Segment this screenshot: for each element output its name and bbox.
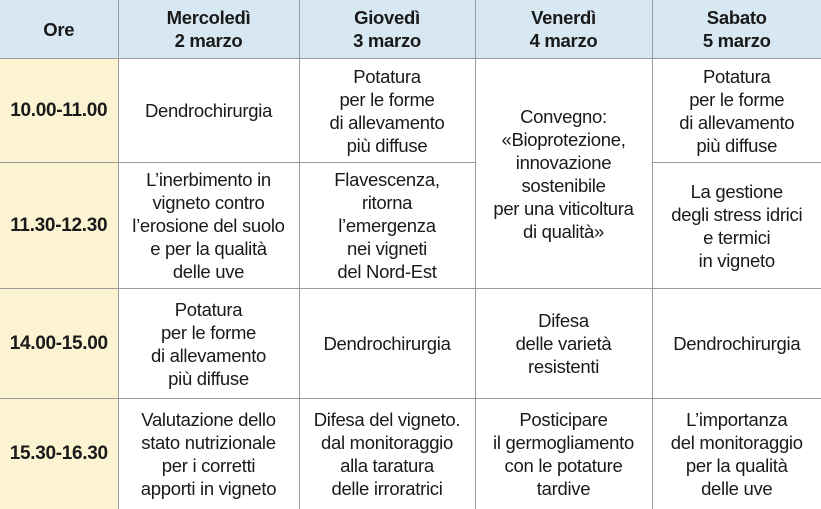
session-thursday: Dendrochirurgia [299, 289, 475, 399]
day-header-friday [475, 0, 652, 59]
time-slot: 11.30-12.30 [0, 163, 118, 289]
header-row [0, 0, 821, 59]
session-friday: Posticipare il germogliamento con le potature tardive [475, 399, 652, 509]
session-saturday: Dendrochirurgia [652, 289, 821, 399]
day-date: 2 marzo [174, 30, 243, 51]
time-slot: 10.00-11.00 [0, 59, 118, 163]
day-name: Giovedì [354, 7, 420, 28]
schedule-row [0, 399, 821, 509]
schedule-row [0, 289, 821, 399]
session-wednesday: Dendrochirurgia [118, 59, 299, 163]
session-wednesday: Potatura per le forme di allevamento più diffuse [118, 289, 299, 399]
day-date: 4 marzo [529, 30, 598, 51]
day-name: Mercoledì [166, 7, 251, 28]
time-slot: 14.00-15.00 [0, 289, 118, 399]
session-saturday: Potatura per le forme di allevamento più diffuse [652, 59, 821, 163]
day-date: 3 marzo [353, 30, 421, 51]
session-wednesday: Valutazione dello stato nutrizionale per i corretti apporti in vigneto [118, 399, 299, 509]
session-thursday: Difesa del vigneto. dal monitoraggio alla taratura delle irroratrici [299, 399, 475, 509]
session-saturday: L’importanza del monitoraggio per la qualità delle uve [652, 399, 821, 509]
time-slot: 15.30-16.30 [0, 399, 118, 509]
day-header-thursday [299, 0, 475, 59]
session-friday: Difesa delle varietà resistenti [475, 289, 652, 399]
day-name: Venerdì [531, 7, 596, 28]
session-saturday: La gestione degli stress idrici e termici in vigneto [652, 163, 821, 289]
session-wednesday: L’inerbimento in vigneto contro l’erosione del suolo e per la qualità delle uve [118, 163, 299, 289]
day-date: 5 marzo [702, 30, 771, 51]
time-column-header: Ore [0, 0, 118, 59]
session-thursday: Flavescenza, ritorna l’emergenza nei vigneti del Nord-Est [299, 163, 475, 289]
session-friday-conference: Convegno: «Bioprotezione, innovazione sostenibile per una viticoltura di qualità» [475, 59, 652, 289]
schedule-row [0, 59, 821, 163]
schedule-row [0, 163, 821, 289]
day-name: Sabato [706, 7, 767, 28]
day-header-saturday [652, 0, 821, 59]
session-thursday: Potatura per le forme di allevamento più diffuse [299, 59, 475, 163]
day-header-wednesday [118, 0, 299, 59]
